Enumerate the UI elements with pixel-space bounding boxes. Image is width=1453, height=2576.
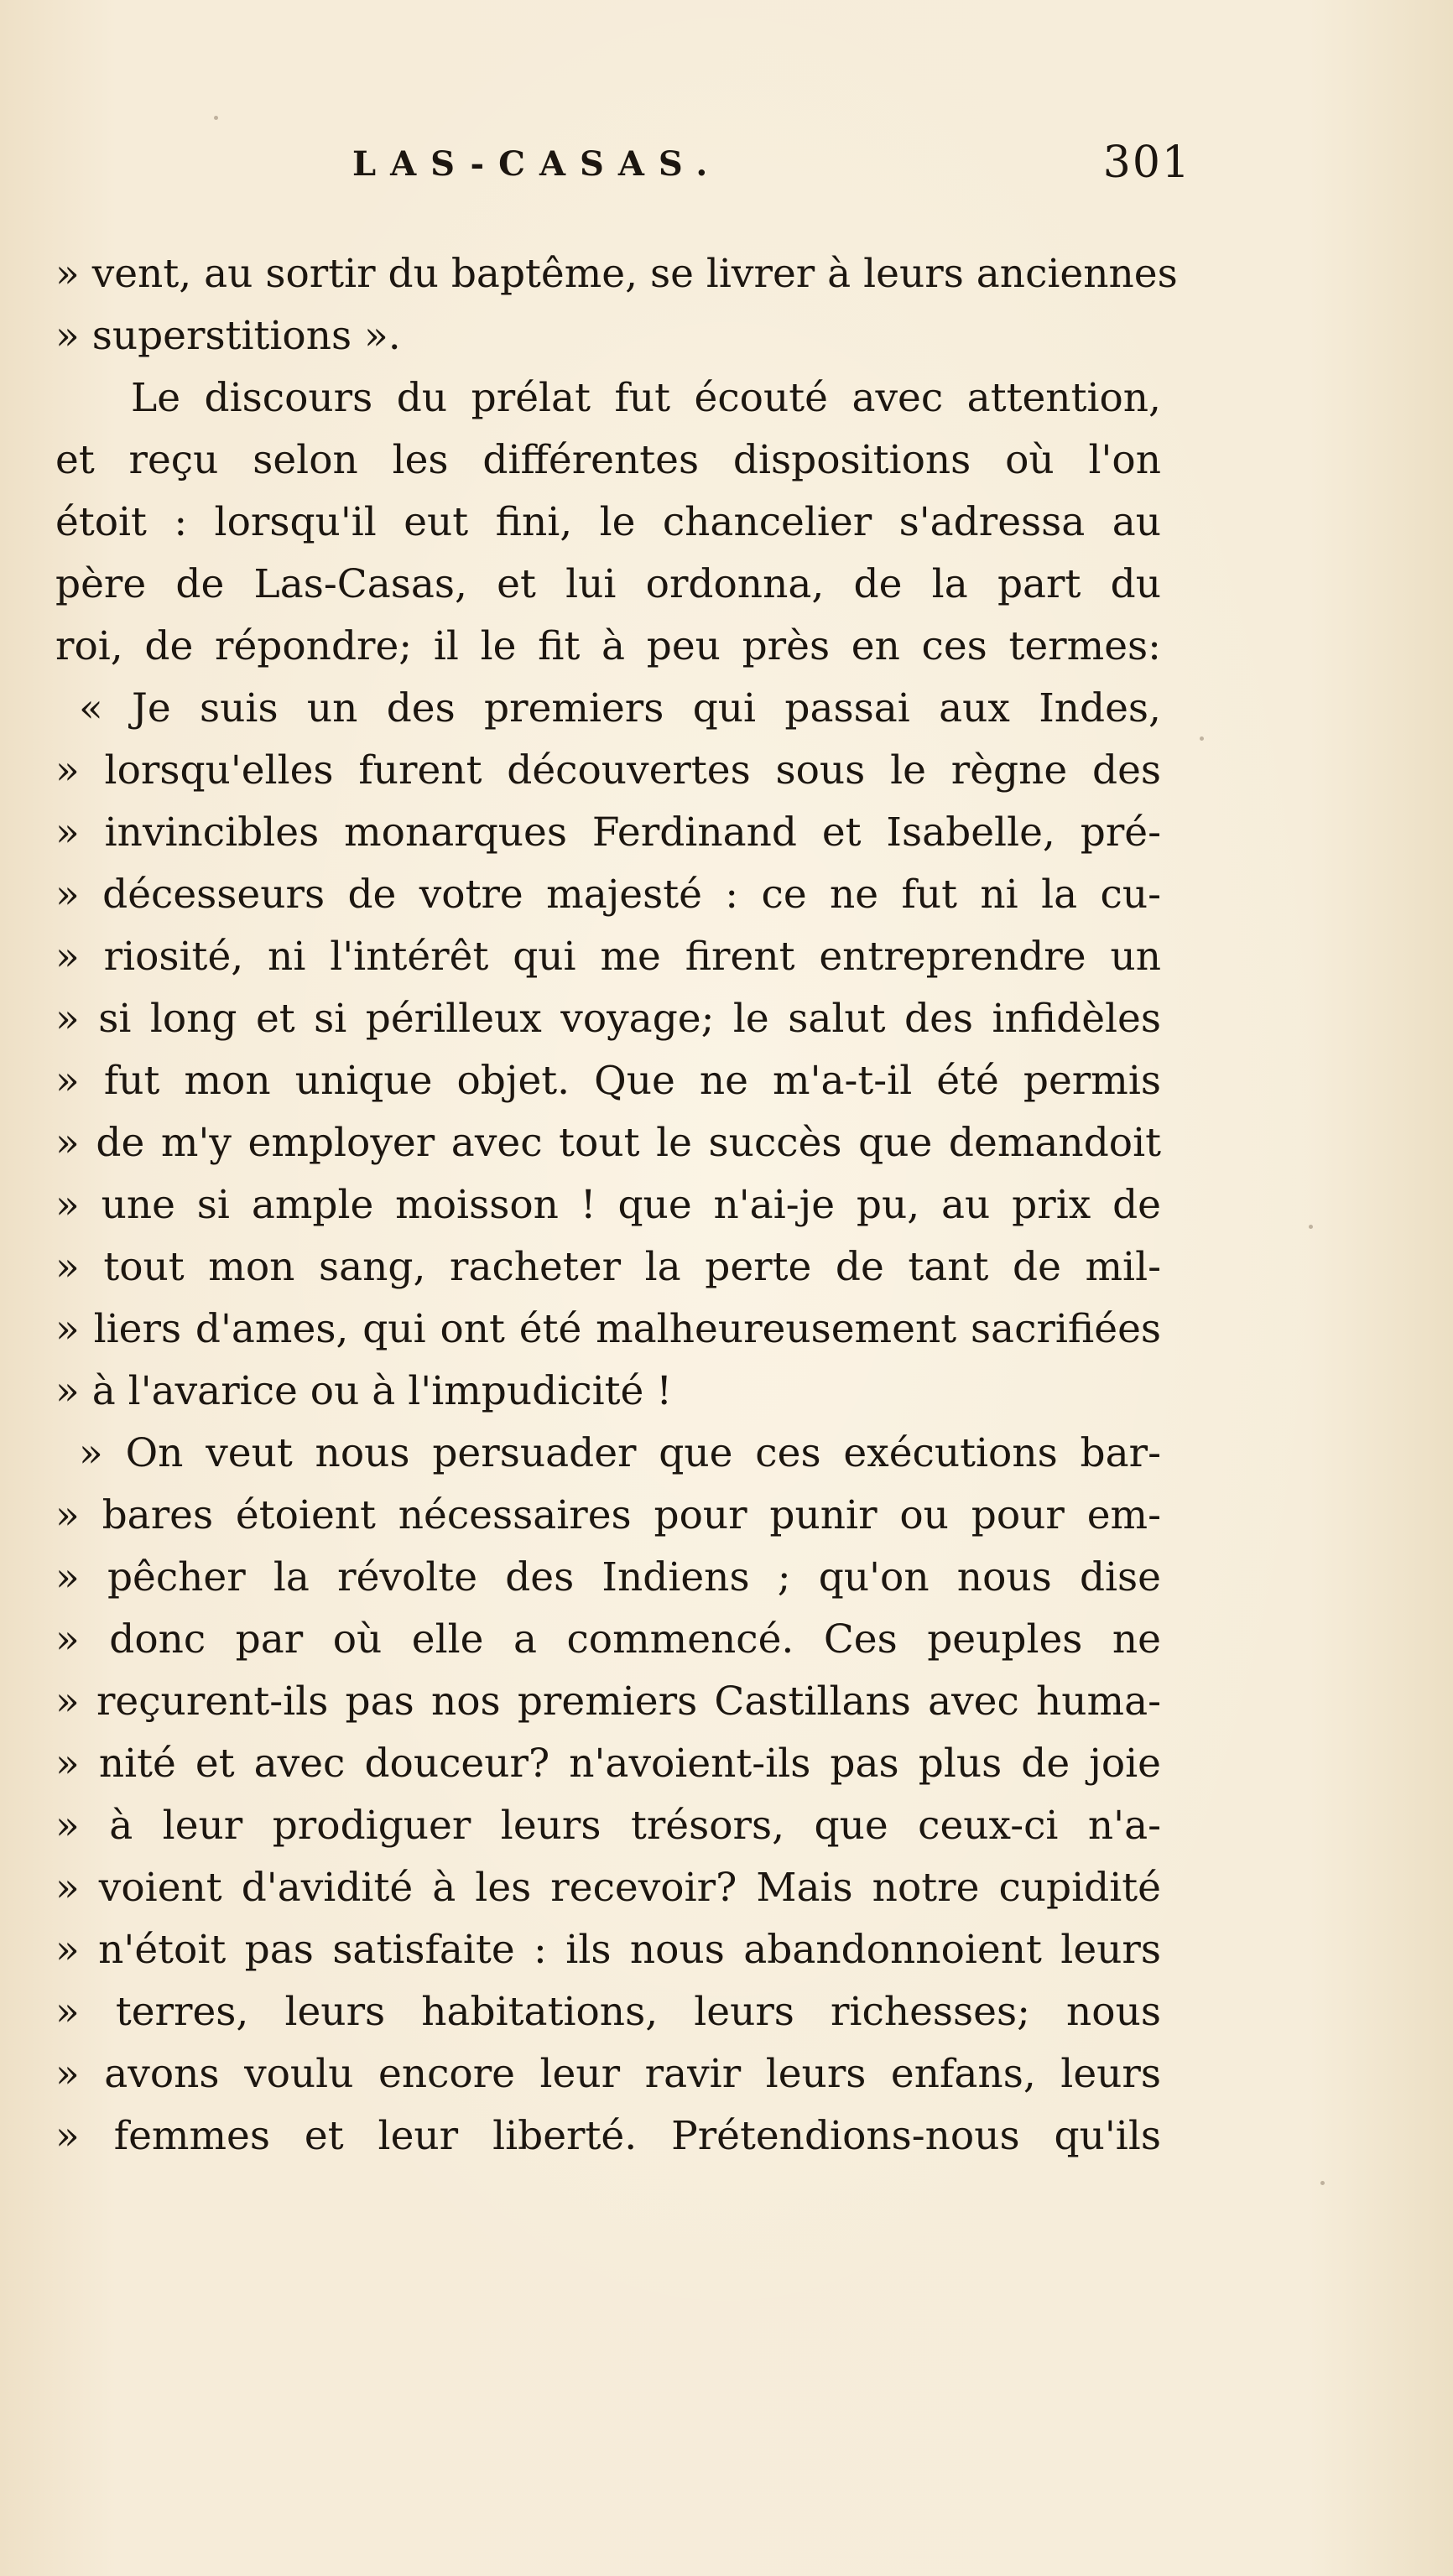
text-line: » nité et avec douceur? n'avoient-ils pas plus de joie xyxy=(55,1741,1161,1787)
text-line: » une si ample moisson ! que n'ai-je pu, au prix de xyxy=(55,1182,1161,1228)
paper-speck xyxy=(1200,736,1204,741)
paper-speck xyxy=(1320,2181,1325,2185)
text-line: » à leur prodiguer leurs trésors, que ceux-ci n'a- xyxy=(55,1803,1161,1849)
text-line: » donc par où elle a commencé. Ces peuples ne xyxy=(55,1616,1161,1663)
running-head: LAS-CASAS. xyxy=(352,144,722,184)
text-line: » bares étoient nécessaires pour punir ou pour em- xyxy=(55,1492,1161,1538)
text-line: » si long et si périlleux voyage; le salut des infidèles xyxy=(55,996,1161,1042)
text-line: » pêcher la révolte des Indiens ; qu'on nous dise xyxy=(55,1554,1161,1600)
text-line: » tout mon sang, racheter la perte de tant de mil- xyxy=(55,1244,1161,1290)
text-line: » femmes et leur liberté. Prétendions-nous qu'ils xyxy=(55,2113,1161,2159)
text-line: Le discours du prélat fut écouté avec attention, xyxy=(131,375,1161,421)
text-line: » fut mon unique objet. Que ne m'a-t-il été permis xyxy=(55,1058,1161,1104)
paper-speck xyxy=(214,116,218,120)
text-line: » voient d'avidité à les recevoir? Mais notre cupidité xyxy=(55,1865,1161,1911)
text-line: père de Las-Casas, et lui ordonna, de la part du xyxy=(55,561,1161,607)
page-number: 301 xyxy=(1102,138,1191,188)
text-line: étoit : lorsqu'il eut fini, le chancelier s'adressa au xyxy=(55,499,1161,545)
text-line: « Je suis un des premiers qui passai aux Indes, xyxy=(79,685,1161,731)
text-line: » superstitions ». xyxy=(55,313,401,359)
text-line: » On veut nous persuader que ces exécutions bar- xyxy=(79,1430,1161,1476)
paper-speck xyxy=(1309,1225,1313,1229)
text-line: » lorsqu'elles furent découvertes sous le règne des xyxy=(55,747,1161,794)
text-line: » liers d'ames, qui ont été malheureusement sacrifiées xyxy=(55,1306,1161,1352)
text-line: » à l'avarice ou à l'impudicité ! xyxy=(55,1368,673,1414)
text-line: » vent, au sortir du baptême, se livrer à leurs anciennes xyxy=(55,251,1178,297)
text-line: » invincibles monarques Ferdinand et Isabelle, pré- xyxy=(55,809,1161,856)
text-line: » riosité, ni l'intérêt qui me firent entreprendre un xyxy=(55,934,1161,980)
text-line: roi, de répondre; il le fit à peu près en ces termes: xyxy=(55,623,1161,669)
text-line: » décesseurs de votre majesté : ce ne fut ni la cu- xyxy=(55,872,1161,918)
page-header xyxy=(352,138,1191,203)
text-line: » reçurent-ils pas nos premiers Castillans avec huma- xyxy=(55,1678,1161,1725)
text-line: et reçu selon les différentes dispositions où l'on xyxy=(55,437,1161,483)
text-line: » terres, leurs habitations, leurs richesses; nous xyxy=(55,1989,1161,2035)
text-line: » n'étoit pas satisfaite : ils nous abandonnoient leurs xyxy=(55,1927,1161,1973)
text-line: » de m'y employer avec tout le succès que demandoit xyxy=(55,1120,1161,1166)
text-line: » avons voulu encore leur ravir leurs enfans, leurs xyxy=(55,2051,1161,2097)
